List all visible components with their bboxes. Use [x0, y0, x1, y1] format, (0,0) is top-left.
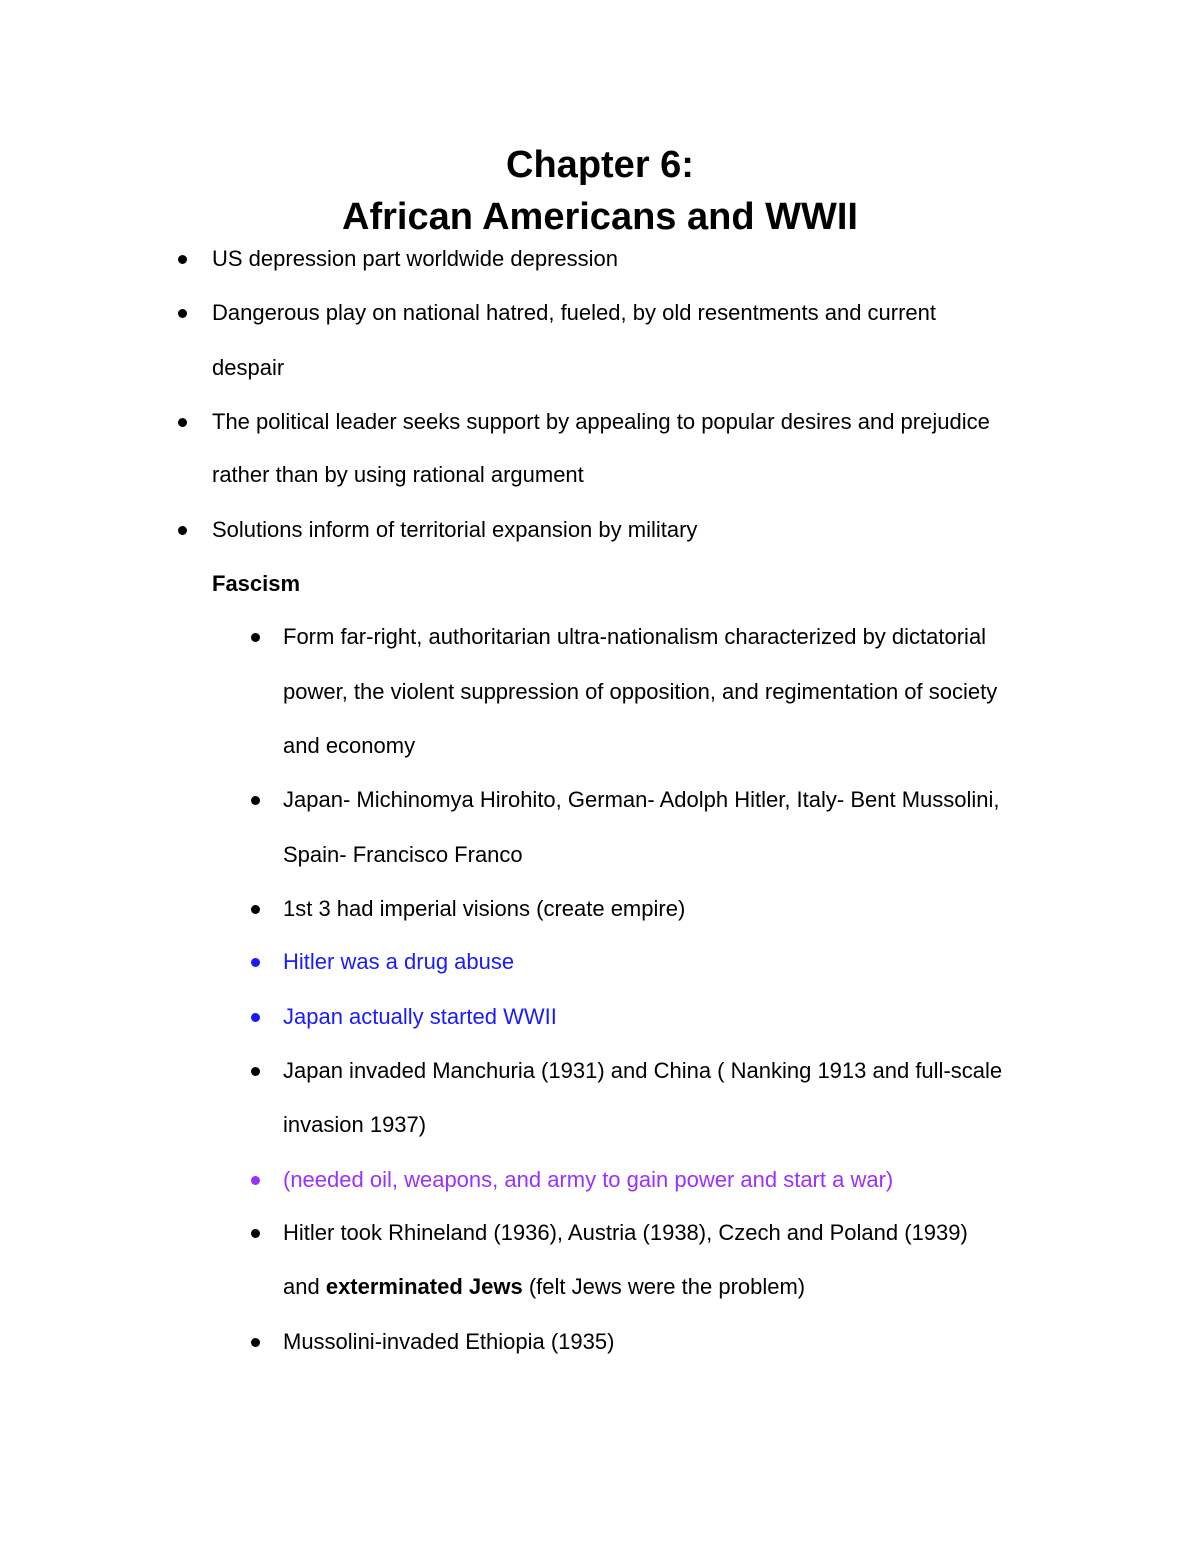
bullet-dot [251, 1229, 260, 1238]
list-item-continuation: power, the violent suppression of opposition, and regimentation of society [283, 679, 998, 704]
bullet-dot [178, 418, 187, 427]
bullet-dot [251, 958, 260, 967]
list-item-continuation: and economy [283, 733, 416, 758]
list-item: US depression part worldwide depression [212, 246, 618, 271]
bullet-dot [178, 309, 187, 318]
bullet-dot [178, 255, 187, 264]
bullet-dot [251, 1338, 260, 1347]
list-item: Solutions inform of territorial expansion by military [212, 517, 698, 542]
list-item: Mussolini-invaded Ethiopia (1935) [283, 1329, 615, 1354]
bullet-dot [251, 1176, 260, 1185]
list-item: Japan- Michinomya Hirohito, German- Adolph Hitler, Italy- Bent Mussolini, [283, 787, 1000, 812]
list-item-continuation [283, 1273, 805, 1301]
chapter-title: Chapter 6: [506, 144, 694, 186]
bullet-dot [251, 633, 260, 642]
list-item-highlight: (needed oil, weapons, and army to gain power and start a war) [283, 1167, 894, 1192]
section-heading: Fascism [212, 571, 301, 596]
chapter-subtitle: African Americans and WWII [342, 196, 858, 238]
bullet-dot [251, 1067, 260, 1076]
list-item: Hitler took Rhineland (1936), Austria (1938), Czech and Poland (1939) [283, 1220, 968, 1245]
list-item: Japan invaded Manchuria (1931) and China ( Nanking 1913 and full-scale [283, 1058, 1003, 1083]
list-item-continuation: invasion 1937) [283, 1112, 427, 1137]
list-item-continuation: despair [212, 355, 285, 380]
list-item-continuation: Spain- Francisco Franco [283, 842, 523, 867]
list-item: 1st 3 had imperial visions (create empire) [283, 896, 686, 921]
bold-text-run: exterminated Jews [325, 1274, 523, 1299]
list-item: Dangerous play on national hatred, fueled, by old resentments and current [212, 300, 937, 325]
list-item: The political leader seeks support by appealing to popular desires and prejudice [212, 409, 990, 434]
bullet-dot [251, 1013, 260, 1022]
bullet-dot [178, 526, 187, 535]
list-item-continuation: rather than by using rational argument [212, 462, 584, 487]
bullet-dot [251, 905, 260, 914]
list-item-highlight: Hitler was a drug abuse [283, 949, 515, 974]
bullet-dot [251, 796, 260, 805]
text-run: and [283, 1274, 326, 1299]
list-item: Form far-right, authoritarian ultra-nationalism characterized by dictatorial [283, 624, 987, 649]
text-run: (felt Jews were the problem) [522, 1274, 806, 1299]
list-item-highlight: Japan actually started WWII [283, 1004, 557, 1029]
